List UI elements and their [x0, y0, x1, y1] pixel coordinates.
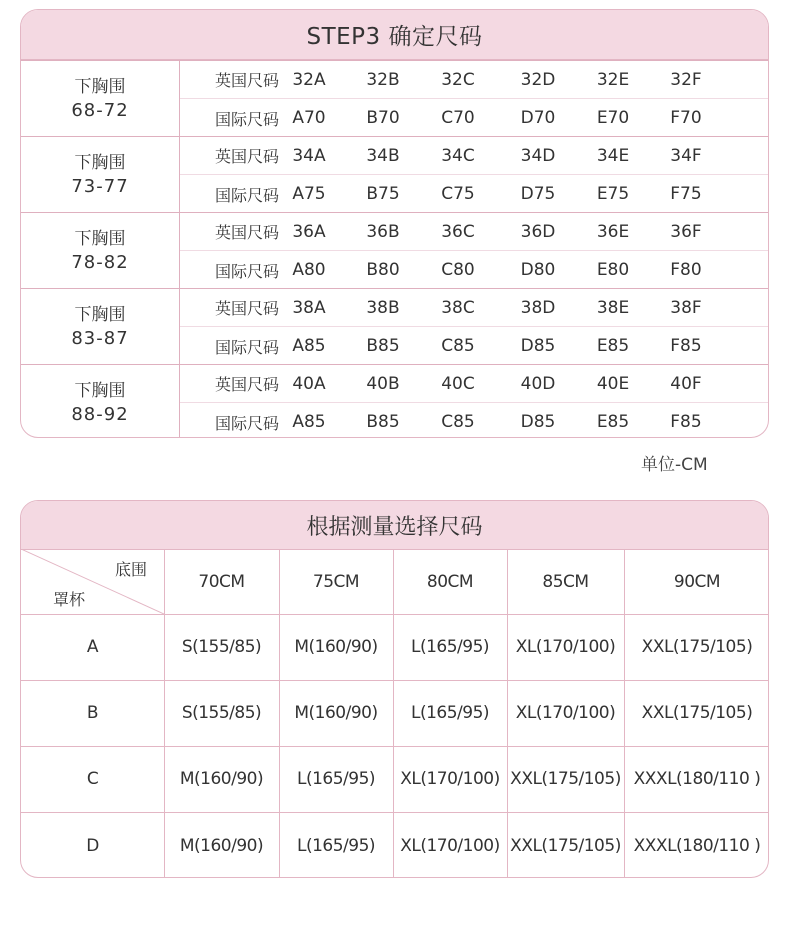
size-cell: L(165/95) — [410, 703, 490, 723]
cup-label: B — [86, 703, 99, 723]
size-value: 36C — [441, 221, 475, 242]
size-value: E75 — [596, 184, 630, 204]
row-label: 国际尺码 — [214, 337, 279, 357]
size-value: 38B — [366, 297, 400, 318]
size-value: 36A — [292, 221, 326, 242]
intl-size-row — [180, 403, 769, 438]
row-label: 国际尺码 — [214, 109, 279, 129]
uk-size-row — [180, 289, 769, 327]
size-cell: XXXL(180/110 ) — [633, 769, 761, 789]
row-label: 英国尺码 — [214, 223, 279, 242]
size-value: C75 — [441, 184, 475, 204]
column-header: 80CM — [426, 571, 474, 592]
size-value: 40D — [520, 373, 556, 394]
uk-size-row — [180, 61, 769, 99]
size-value: C85 — [441, 412, 475, 432]
size-value: E85 — [596, 412, 630, 432]
uk-size-row — [180, 213, 769, 251]
selection-table-title: 根据测量选择尺码 — [21, 501, 768, 549]
size-value: 40A — [292, 373, 326, 394]
intl-size-row — [180, 327, 769, 365]
selection-grid — [21, 549, 769, 878]
size-value: E80 — [596, 260, 630, 280]
size-cell: L(165/95) — [296, 769, 376, 789]
size-value: 36E — [596, 221, 630, 242]
size-value: B85 — [366, 336, 400, 356]
size-value: F85 — [670, 412, 702, 432]
size-value: D70 — [520, 108, 556, 128]
row-label: 英国尺码 — [214, 375, 279, 394]
size-cell: XL(170/100) — [515, 703, 616, 723]
row-label: 国际尺码 — [214, 261, 279, 281]
size-cell: M(160/90) — [294, 703, 378, 723]
underbust-range: 68-72 — [71, 99, 129, 121]
size-value: 40E — [596, 373, 630, 394]
size-cell: XXL(175/105) — [510, 835, 621, 856]
size-value: B80 — [366, 260, 400, 280]
size-value: 38D — [520, 297, 556, 318]
size-value: C80 — [441, 260, 475, 280]
size-cell: L(165/95) — [410, 637, 490, 657]
row-label: 国际尺码 — [214, 185, 279, 205]
underbust-cell — [21, 365, 180, 438]
size-value: 36B — [366, 221, 400, 242]
size-group — [21, 60, 769, 136]
size-value: D85 — [520, 412, 556, 432]
size-value: F70 — [670, 108, 702, 128]
underbust-range: 88-92 — [71, 403, 129, 425]
size-cell: XL(170/100) — [400, 769, 500, 789]
size-value: 38F — [670, 297, 702, 318]
size-cell: XXXL(180/110 ) — [633, 835, 761, 856]
size-selection-table — [20, 500, 769, 878]
column-header: 90CM — [673, 571, 721, 592]
underbust-label: 下胸围 — [74, 76, 126, 97]
size-group — [21, 136, 769, 212]
size-value: 34B — [366, 145, 400, 166]
size-value: 34A — [292, 145, 326, 166]
size-value: E70 — [596, 108, 630, 128]
size-group — [21, 364, 769, 438]
underbust-range: 83-87 — [71, 327, 129, 349]
size-cell: XXL(175/105) — [641, 637, 753, 657]
size-value: B70 — [366, 108, 400, 128]
row-label: 英国尺码 — [214, 299, 279, 318]
size-conversion-table — [20, 9, 769, 438]
size-value: 32C — [441, 69, 475, 90]
intl-size-row — [180, 251, 769, 289]
size-value: D75 — [520, 184, 556, 204]
size-value: 40F — [670, 373, 702, 394]
size-value: A70 — [292, 108, 326, 128]
size-value: 38A — [292, 297, 326, 318]
size-value: E85 — [596, 336, 630, 356]
size-value: A85 — [292, 412, 326, 432]
size-value: 32A — [292, 69, 326, 90]
underbust-cell — [21, 137, 180, 212]
cup-label: C — [86, 769, 99, 789]
size-value: F75 — [670, 184, 702, 204]
size-value: A80 — [292, 260, 326, 280]
size-value: 40C — [441, 373, 475, 394]
size-value: 34C — [441, 145, 475, 166]
underbust-label: 下胸围 — [74, 228, 126, 249]
size-cell: XXL(175/105) — [510, 769, 621, 789]
size-cell: XXL(175/105) — [641, 703, 753, 723]
row-label: 英国尺码 — [214, 147, 279, 166]
underbust-range: 73-77 — [71, 175, 129, 197]
row-label: 国际尺码 — [214, 413, 279, 433]
uk-size-row — [180, 137, 769, 175]
underbust-cell — [21, 289, 180, 364]
uk-size-row — [180, 365, 769, 403]
size-value: F85 — [670, 336, 702, 356]
size-value: 36D — [520, 221, 556, 242]
size-value: C85 — [441, 336, 475, 356]
corner-label-underbust: 底围 — [115, 560, 148, 579]
intl-size-row — [180, 175, 769, 213]
cup-label: A — [86, 637, 99, 657]
size-cell: S(155/85) — [181, 703, 262, 723]
size-table-title: STEP3 确定尺码 — [21, 10, 768, 60]
cup-label: D — [86, 835, 99, 856]
size-cell: M(160/90) — [294, 637, 378, 657]
column-header: 70CM — [198, 571, 245, 592]
underbust-cell — [21, 61, 180, 136]
underbust-range: 78-82 — [71, 251, 129, 273]
size-cell: M(160/90) — [179, 835, 264, 856]
size-value: C70 — [441, 108, 475, 128]
underbust-label: 下胸围 — [74, 380, 126, 401]
size-value: 40B — [366, 373, 400, 394]
unit-note: 单位-CM — [641, 455, 708, 475]
intl-size-row — [180, 99, 769, 137]
size-cell: XL(170/100) — [400, 835, 500, 856]
size-value: A85 — [292, 336, 326, 356]
size-cell: S(155/85) — [181, 637, 262, 657]
size-value: 36F — [670, 221, 702, 242]
size-value: D85 — [520, 336, 556, 356]
size-value: 34E — [596, 145, 630, 166]
size-value: 32F — [670, 69, 702, 90]
size-value: 32B — [366, 69, 400, 90]
underbust-cell — [21, 213, 180, 288]
size-value: F80 — [670, 260, 702, 280]
size-value: 34D — [520, 145, 556, 166]
corner-label-cup: 罩杯 — [53, 590, 86, 609]
size-value: 32E — [596, 69, 630, 90]
size-value: 32D — [520, 69, 556, 90]
size-value: 34F — [670, 145, 702, 166]
size-value: 38E — [596, 297, 630, 318]
size-value: B75 — [366, 184, 400, 204]
size-cell: XL(170/100) — [515, 637, 616, 657]
size-group — [21, 212, 769, 288]
size-value: D80 — [520, 260, 556, 280]
size-value: A75 — [292, 184, 326, 204]
underbust-label: 下胸围 — [74, 304, 126, 325]
column-header: 75CM — [312, 571, 360, 592]
size-cell: M(160/90) — [179, 769, 264, 789]
size-value: 38C — [441, 297, 475, 318]
column-header: 85CM — [542, 571, 589, 592]
size-cell: L(165/95) — [296, 835, 376, 856]
row-label: 英国尺码 — [214, 71, 279, 90]
underbust-label: 下胸围 — [74, 152, 126, 173]
size-group — [21, 288, 769, 364]
size-value: B85 — [366, 412, 400, 432]
